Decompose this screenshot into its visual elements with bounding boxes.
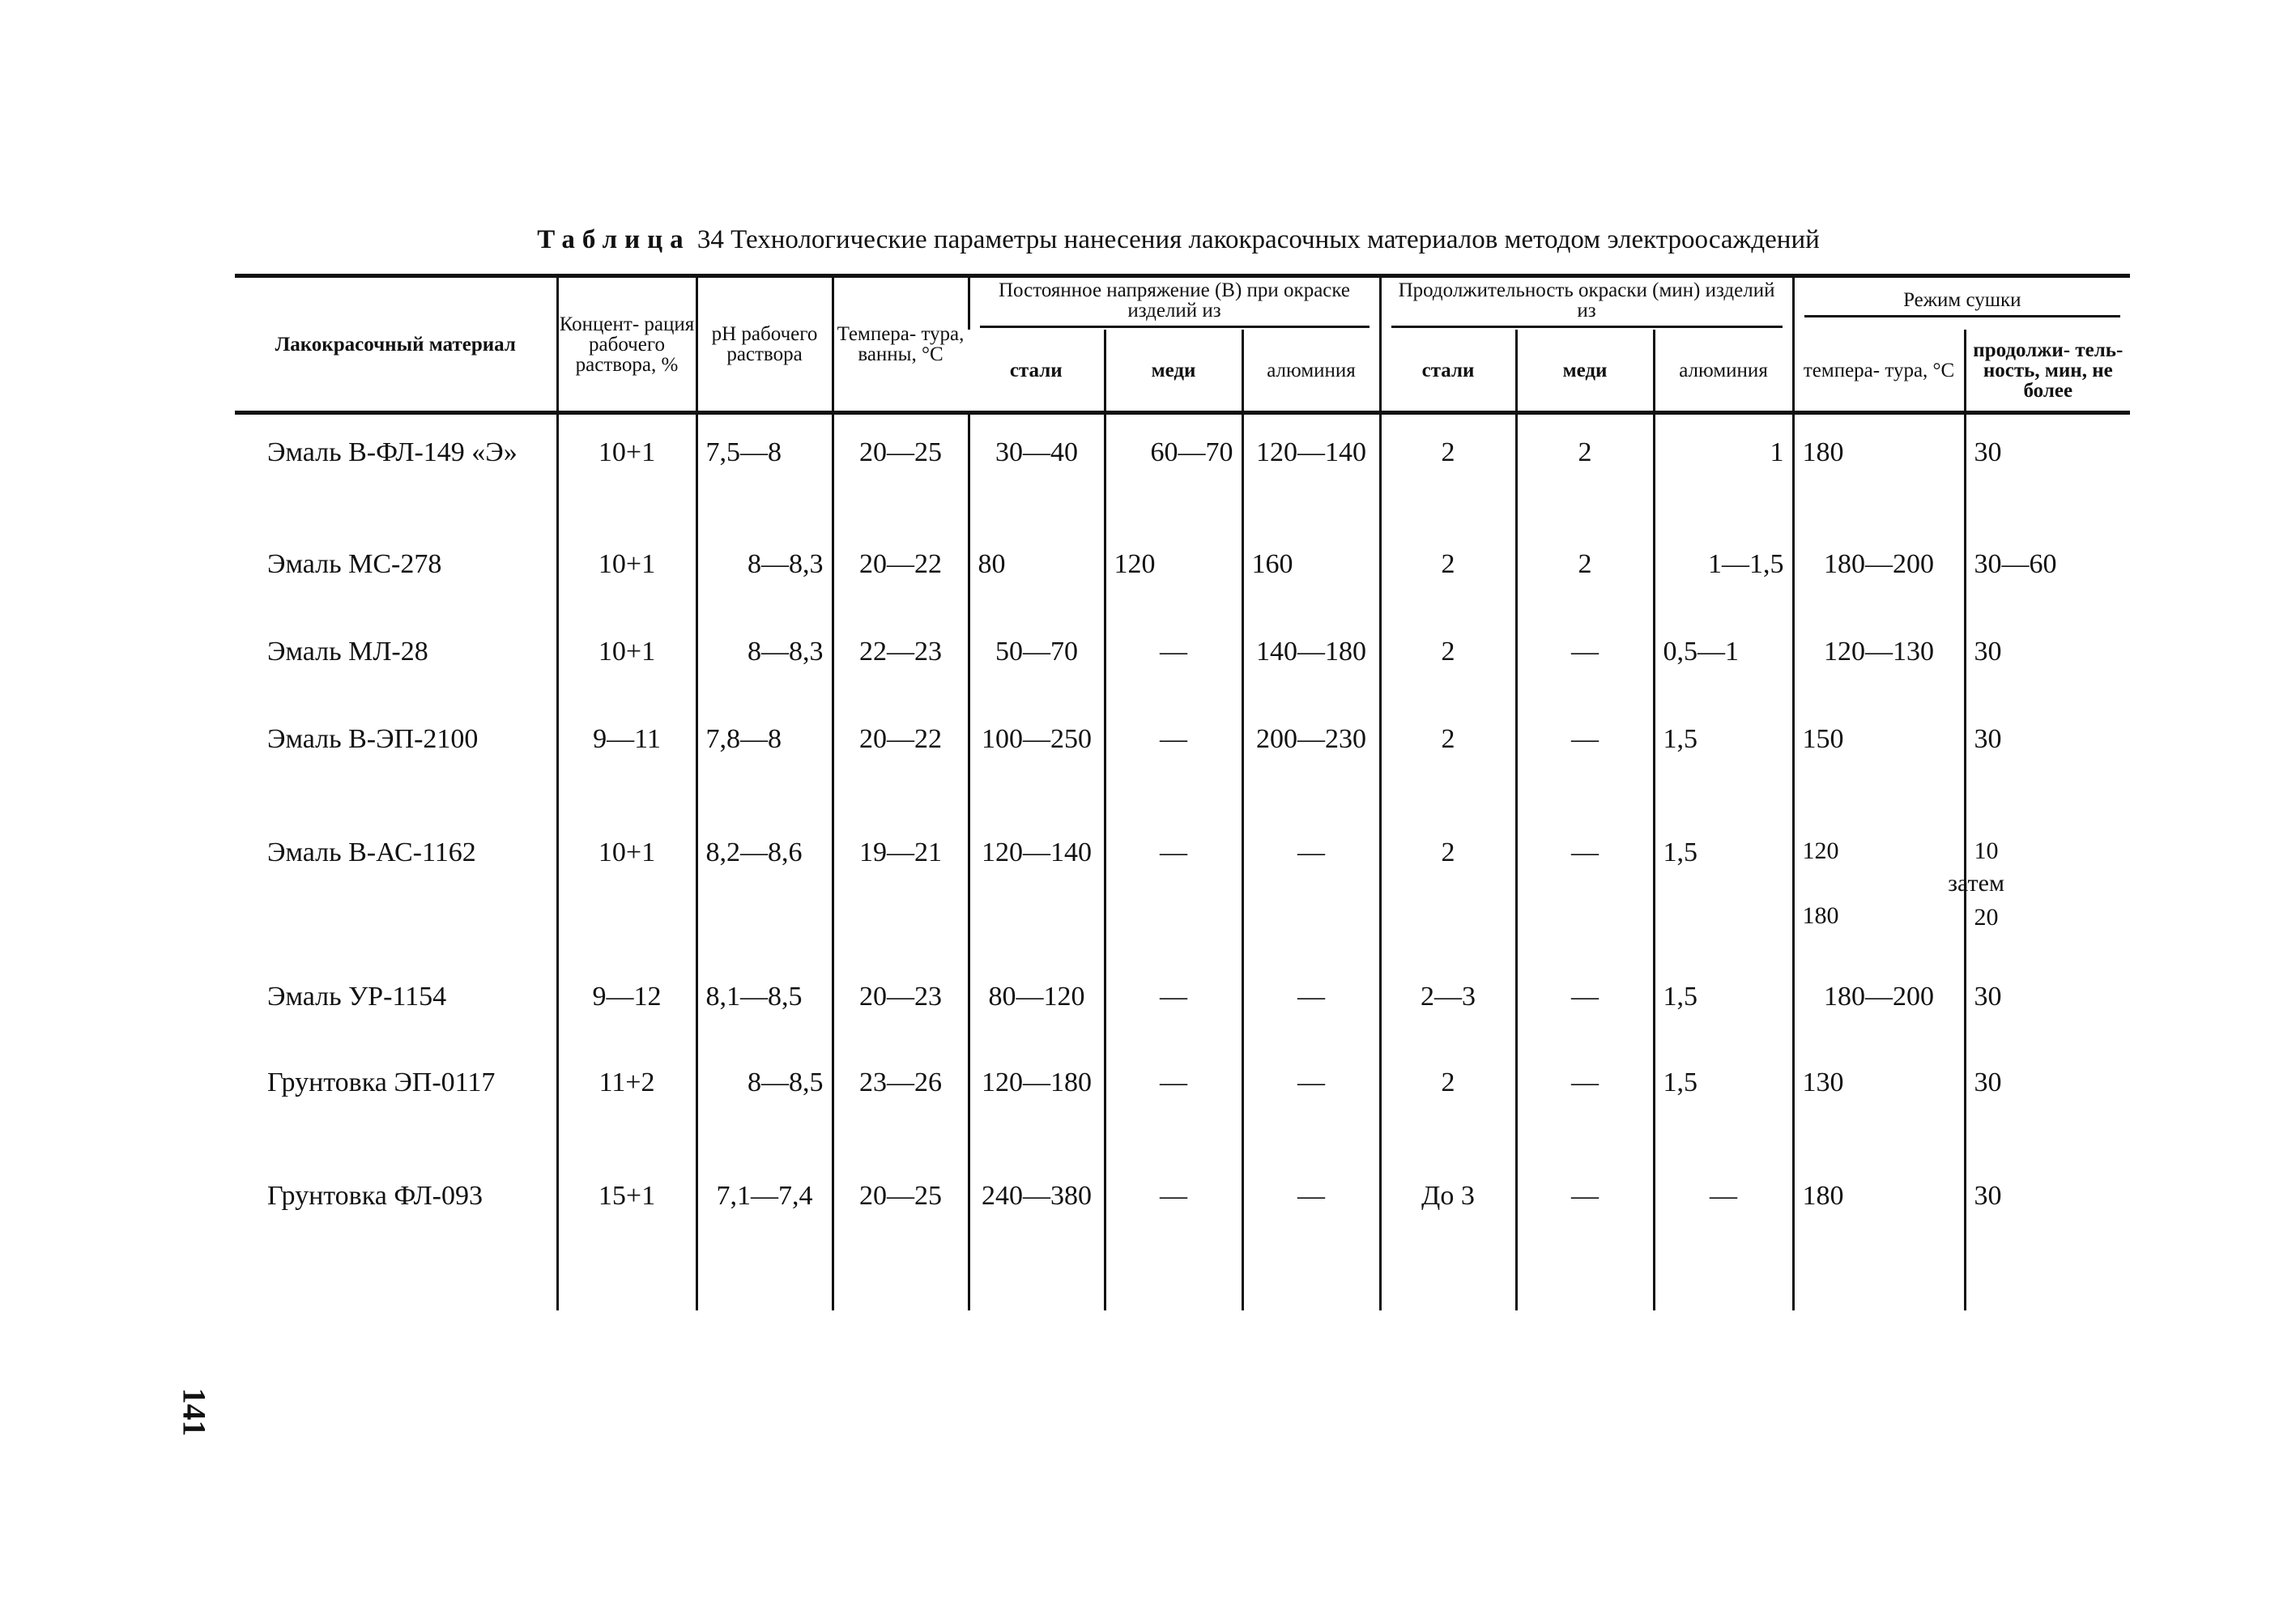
cell-temperature: 20—23 bbox=[833, 959, 969, 1045]
table-row bbox=[235, 815, 2130, 959]
cell-duration-copper: 2 bbox=[1516, 526, 1654, 614]
cell-temperature: 20—22 bbox=[833, 526, 969, 614]
table-row bbox=[235, 959, 2130, 1045]
cell-duration-aluminum: 1,5 bbox=[1654, 959, 1793, 1045]
cell-drying-temp: 130 bbox=[1793, 1045, 1965, 1158]
cell-duration-aluminum: — bbox=[1654, 1158, 1793, 1310]
cell-duration-copper: — bbox=[1516, 1158, 1654, 1310]
cell-concentration: 10+1 bbox=[557, 413, 696, 526]
header-material: Лакокрасочный материал bbox=[235, 276, 557, 413]
header-drying-temp: темпера- тура, °С bbox=[1793, 330, 1965, 413]
cell-concentration: 15+1 bbox=[557, 1158, 696, 1310]
page-number: 141 bbox=[176, 1387, 213, 1437]
cell-concentration: 10+1 bbox=[557, 614, 696, 701]
cell-material bbox=[235, 959, 557, 1045]
cell-voltage-steel: 80 bbox=[969, 526, 1105, 614]
caption-number: 34 bbox=[696, 225, 724, 254]
cell-voltage-steel: 80—120 bbox=[969, 959, 1105, 1045]
cell-ph: 7,5—8 bbox=[696, 413, 833, 526]
cell-voltage-aluminum: 140—180 bbox=[1242, 614, 1380, 701]
drying-temp-second: 180 bbox=[1802, 901, 1839, 929]
table-row bbox=[235, 1045, 2130, 1158]
cell-ph: 8—8,3 bbox=[696, 526, 833, 614]
cell-material bbox=[235, 701, 557, 815]
cell-voltage-copper: — bbox=[1105, 701, 1242, 815]
header-concentration: Концент- рация рабочего раствора, % bbox=[557, 276, 696, 413]
cell-drying-temp: 180 bbox=[1793, 1158, 1965, 1310]
material-label: Эмаль В-АС-1162 bbox=[267, 837, 476, 867]
caption-lead: Таблица bbox=[537, 225, 691, 254]
material-label: Эмаль МЛ-28 bbox=[267, 636, 428, 667]
cell-material bbox=[235, 413, 557, 526]
cell-duration-copper: — bbox=[1516, 1045, 1654, 1158]
cell-duration-steel: 2 bbox=[1380, 614, 1516, 701]
material-label: Грунтовка ЭП-0117 bbox=[267, 1067, 496, 1097]
cell-drying-temp: 180—200 bbox=[1793, 526, 1965, 614]
table-row bbox=[235, 614, 2130, 701]
cell-voltage-copper: 60—70 bbox=[1105, 413, 1242, 526]
header-ph: pH рабочего раствора bbox=[696, 276, 833, 413]
cell-concentration: 10+1 bbox=[557, 815, 696, 959]
cell-ph: 7,1—7,4 bbox=[696, 1158, 833, 1310]
cell-temperature: 23—26 bbox=[833, 1045, 969, 1158]
cell-drying-temp: 180—200 bbox=[1793, 959, 1965, 1045]
cell-voltage-aluminum: — bbox=[1242, 959, 1380, 1045]
cell-material bbox=[235, 614, 557, 701]
cell-voltage-copper: — bbox=[1105, 1158, 1242, 1310]
cell-duration-aluminum: 1,5 bbox=[1654, 701, 1793, 815]
drying-time-first: 10 bbox=[1974, 837, 1999, 864]
cell-drying-temp: 120—130 bbox=[1793, 614, 1965, 701]
cell-voltage-copper: — bbox=[1105, 815, 1242, 959]
cell-voltage-steel: 100—250 bbox=[969, 701, 1105, 815]
cell-voltage-steel: 120—180 bbox=[969, 1045, 1105, 1158]
cell-ph: 8—8,5 bbox=[696, 1045, 833, 1158]
cell-ph: 7,8—8 bbox=[696, 701, 833, 815]
cell-material bbox=[235, 526, 557, 614]
cell-drying-time: 30 bbox=[1965, 614, 2130, 701]
header-voltage-group bbox=[969, 276, 1380, 330]
cell-concentration: 9—11 bbox=[557, 701, 696, 815]
header-voltage-aluminum: алюминия bbox=[1242, 330, 1380, 413]
cell-duration-copper: — bbox=[1516, 959, 1654, 1045]
cell-duration-aluminum: 1,5 bbox=[1654, 1045, 1793, 1158]
material-label: Эмаль МС-278 bbox=[267, 548, 442, 579]
cell-duration-steel: 2 bbox=[1380, 413, 1516, 526]
cell-voltage-steel: 120—140 bbox=[969, 815, 1105, 959]
cell-temperature: 19—21 bbox=[833, 815, 969, 959]
cell-drying-time: 30 bbox=[1965, 413, 2130, 526]
drying-time-second: 20 bbox=[1974, 903, 1999, 931]
cell-duration-copper: 2 bbox=[1516, 413, 1654, 526]
cell-voltage-aluminum: 160 bbox=[1242, 526, 1380, 614]
cell-ph: 8,1—8,5 bbox=[696, 959, 833, 1045]
cell-voltage-aluminum: — bbox=[1242, 815, 1380, 959]
header-duration-group-label: Продолжительность окраски (мин) изделий из bbox=[1391, 280, 1783, 328]
header-duration-group bbox=[1380, 276, 1793, 330]
cell-duration-steel: До 3 bbox=[1380, 1158, 1516, 1310]
parameters-table bbox=[235, 274, 2130, 1310]
cell-voltage-steel: 30—40 bbox=[969, 413, 1105, 526]
cell-ph: 8—8,3 bbox=[696, 614, 833, 701]
table-row bbox=[235, 526, 2130, 614]
header-drying-group-label: Режим сушки bbox=[1804, 290, 2121, 317]
cell-temperature: 20—22 bbox=[833, 701, 969, 815]
cell-drying-time: 30 bbox=[1965, 959, 2130, 1045]
table-caption bbox=[235, 225, 2122, 255]
cell-voltage-copper: — bbox=[1105, 1045, 1242, 1158]
header-duration-aluminum: алюминия bbox=[1654, 330, 1793, 413]
cell-material bbox=[235, 1045, 557, 1158]
cell-voltage-copper: — bbox=[1105, 614, 1242, 701]
header-drying-time: продолжи- тель- ность, мин, не более bbox=[1965, 330, 2130, 413]
cell-duration-copper: — bbox=[1516, 701, 1654, 815]
cell-material bbox=[235, 815, 557, 959]
cell-concentration: 10+1 bbox=[557, 526, 696, 614]
header-voltage-group-label: Постоянное напряжение (В) при окраске изделий из bbox=[980, 280, 1370, 328]
header-voltage-steel: стали bbox=[969, 330, 1105, 413]
material-label: Эмаль В-ФЛ-149 «Э» bbox=[267, 437, 518, 467]
cell-voltage-steel: 50—70 bbox=[969, 614, 1105, 701]
cell-voltage-aluminum: 200—230 bbox=[1242, 701, 1380, 815]
cell-ph: 8,2—8,6 bbox=[696, 815, 833, 959]
cell-duration-aluminum: 1 bbox=[1654, 413, 1793, 526]
cell-duration-aluminum: 0,5—1 bbox=[1654, 614, 1793, 701]
material-label: Эмаль УР-1154 bbox=[267, 981, 447, 1012]
cell-voltage-steel: 240—380 bbox=[969, 1158, 1105, 1310]
header-drying-group bbox=[1793, 276, 2130, 330]
table-row bbox=[235, 1158, 2130, 1310]
drying-temp-first: 120 bbox=[1802, 837, 1839, 864]
header-voltage-copper: меди bbox=[1105, 330, 1242, 413]
cell-drying-time: 30 bbox=[1965, 1158, 2130, 1310]
cell-temperature: 20—25 bbox=[833, 413, 969, 526]
cell-concentration: 11+2 bbox=[557, 1045, 696, 1158]
header-temperature: Темпера- тура, ванны, °С bbox=[833, 276, 969, 413]
material-label: Грунтовка ФЛ-093 bbox=[267, 1180, 483, 1211]
table-row bbox=[235, 701, 2130, 815]
cell-material bbox=[235, 1158, 557, 1310]
cell-duration-copper: — bbox=[1516, 614, 1654, 701]
cell-duration-aluminum: 1,5 bbox=[1654, 815, 1793, 959]
cell-voltage-copper: 120 bbox=[1105, 526, 1242, 614]
then-label: затем bbox=[1948, 869, 2004, 897]
cell-duration-copper: — bbox=[1516, 815, 1654, 959]
cell-temperature: 20—25 bbox=[833, 1158, 969, 1310]
cell-drying-temp: 180 bbox=[1793, 413, 1965, 526]
cell-voltage-aluminum: — bbox=[1242, 1045, 1380, 1158]
cell-duration-steel: 2 bbox=[1380, 1045, 1516, 1158]
header-duration-copper: меди bbox=[1516, 330, 1654, 413]
cell-voltage-aluminum: — bbox=[1242, 1158, 1380, 1310]
table-row bbox=[235, 413, 2130, 526]
header-duration-steel: стали bbox=[1380, 330, 1516, 413]
cell-voltage-aluminum: 120—140 bbox=[1242, 413, 1380, 526]
cell-duration-steel: 2 bbox=[1380, 815, 1516, 959]
cell-duration-steel: 2—3 bbox=[1380, 959, 1516, 1045]
material-label: Эмаль В-ЭП-2100 bbox=[267, 723, 479, 754]
cell-duration-steel: 2 bbox=[1380, 701, 1516, 815]
cell-duration-steel: 2 bbox=[1380, 526, 1516, 614]
cell-drying-time: 30 bbox=[1965, 1045, 2130, 1158]
cell-drying-time: 30 bbox=[1965, 701, 2130, 815]
cell-drying-temp: 150 bbox=[1793, 701, 1965, 815]
cell-voltage-copper: — bbox=[1105, 959, 1242, 1045]
cell-duration-aluminum: 1—1,5 bbox=[1654, 526, 1793, 614]
caption-title: Технологические параметры нанесения лакокрасочных материалов методом электроосаждений bbox=[731, 225, 1820, 254]
cell-temperature: 22—23 bbox=[833, 614, 969, 701]
cell-concentration: 9—12 bbox=[557, 959, 696, 1045]
cell-drying-time: 30—60 bbox=[1965, 526, 2130, 614]
